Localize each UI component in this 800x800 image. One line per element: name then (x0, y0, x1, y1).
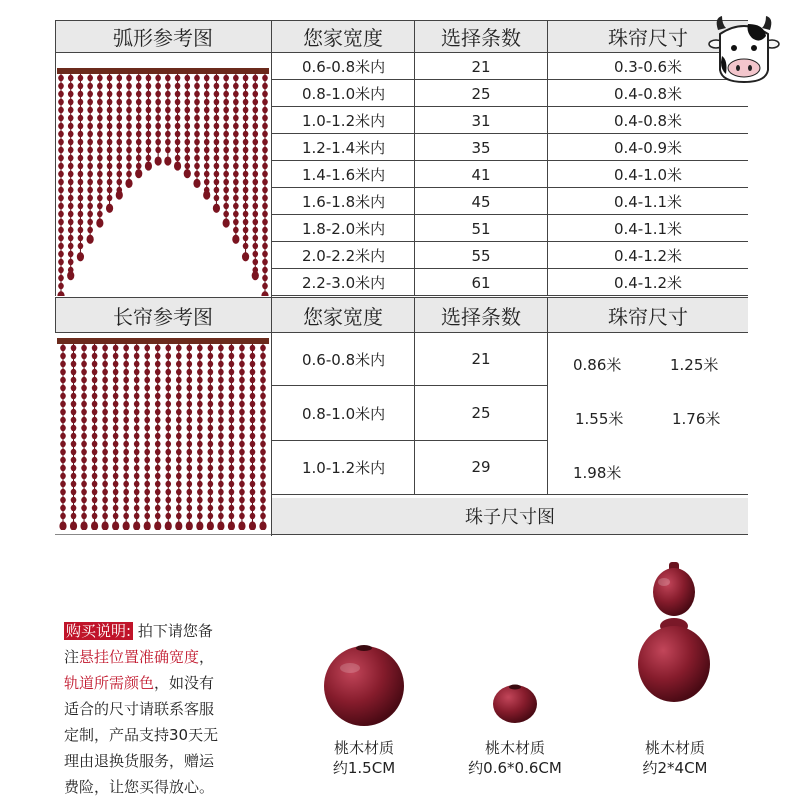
long-strand (217, 344, 224, 530)
arc-ref-label: 弧形参考图 (55, 20, 271, 52)
arc-strand (213, 74, 220, 213)
long-strand (144, 344, 151, 530)
arc-row-5-width: 1.4-1.6米内 (302, 166, 386, 184)
cow-mascot-icon (708, 14, 780, 86)
long-row-2-width: 0.8-1.0米内 (302, 404, 386, 423)
arc-header-count: 选择条数 (415, 20, 547, 52)
gourd-bead-icon (638, 562, 710, 702)
long-header-count: 选择条数 (415, 298, 547, 332)
arc-strand (193, 74, 200, 188)
long-size-4: 1.76米 (672, 410, 721, 428)
purchase-note-label: 购买说明: (66, 622, 132, 640)
long-row-1-count: 21 (471, 350, 491, 368)
long-strand (91, 344, 98, 530)
long-size-1: 0.86米 (573, 356, 622, 374)
arc-strand (184, 74, 191, 178)
long-strand (70, 344, 77, 530)
long-strand (154, 344, 161, 530)
long-size-5: 1.98米 (573, 464, 622, 482)
long-strand (228, 344, 235, 530)
arc-strand (125, 74, 132, 188)
arc-strand (203, 74, 210, 200)
arc-row-5-count: 41 (471, 165, 491, 184)
bead-3-caption: 桃木材质 约2*4CM (642, 739, 708, 777)
arc-header-size: 珠帘尺寸 (548, 20, 748, 52)
arc-row-7-size: 0.4-1.1米 (613, 220, 683, 238)
arc-strand (87, 74, 94, 244)
arc-strand (57, 74, 64, 296)
long-size-2: 1.25米 (670, 356, 719, 374)
arc-row-4-width: 1.2-1.4米内 (302, 139, 386, 157)
long-strand (238, 344, 245, 530)
arc-bead-strands (57, 74, 268, 296)
arc-row-2-count: 25 (471, 84, 491, 103)
round-bead-large-icon (324, 645, 404, 726)
arc-row-8-count: 55 (471, 246, 491, 265)
arc-row-5-size: 0.4-1.0米 (613, 166, 683, 184)
arc-row-1-width: 0.6-0.8米内 (302, 58, 386, 76)
arc-strand (232, 74, 239, 244)
bead-size-title: 珠子尺寸图 (272, 498, 748, 534)
long-size-3: 1.55米 (575, 410, 624, 428)
long-header-size: 珠帘尺寸 (548, 298, 748, 332)
long-row-3-count: 29 (471, 458, 491, 476)
purchase-note: 购买说明: 拍下请您备 注悬挂位置准确宽度， 轨道所需颜色，如没有 适合的尺寸请联系客服 定制，产品支持30天无 理由退换货服务，赠运 费险，让您买得放心。 (64, 622, 219, 796)
long-strand (207, 344, 214, 530)
long-row-2-count: 25 (471, 404, 491, 422)
arc-row-6-width: 1.6-1.8米内 (302, 193, 386, 211)
long-strand (249, 344, 256, 530)
arc-row-4-size: 0.4-0.9米 (613, 139, 683, 157)
long-strand (186, 344, 193, 530)
arc-row-2-width: 0.8-1.0米内 (302, 85, 386, 103)
arc-strand (174, 74, 181, 171)
arc-row-6-size: 0.4-1.1米 (613, 193, 683, 211)
arc-row-6-count: 45 (471, 192, 491, 211)
arc-row-4-count: 35 (471, 138, 491, 157)
long-curtain-illustration (55, 334, 271, 530)
arc-row-1-count: 21 (471, 57, 491, 76)
arc-strand (77, 74, 84, 261)
arc-strand (164, 74, 171, 166)
arc-strand (252, 74, 259, 280)
curtain-rod (57, 68, 269, 74)
long-header-width: 您家宽度 (272, 298, 414, 332)
long-strand (59, 344, 66, 530)
long-strand (133, 344, 140, 530)
arc-row-3-size: 0.4-0.8米 (613, 112, 683, 130)
arc-row-7-width: 1.8-2.0米内 (302, 220, 386, 238)
arc-strand (155, 74, 162, 166)
round-bead-small-icon (493, 685, 537, 724)
bead-2-caption: 桃木材质 约0.6*0.6CM (468, 739, 562, 777)
long-strand (123, 344, 130, 530)
arc-row-7-count: 51 (471, 219, 491, 238)
bead-1-caption: 桃木材质 约1.5CM (332, 739, 396, 777)
arc-row-8-width: 2.0-2.2米内 (302, 247, 386, 265)
long-strand (196, 344, 203, 530)
arc-row-2-size: 0.4-0.8米 (613, 85, 683, 103)
arc-row-8-size: 0.4-1.2米 (613, 247, 683, 265)
long-row-1-width: 0.6-0.8米内 (302, 350, 386, 369)
long-strand (175, 344, 182, 530)
long-strand (80, 344, 87, 530)
long-row-3-width: 1.0-1.2米内 (302, 458, 386, 477)
arc-row-9-size: 0.4-1.2米 (613, 274, 683, 292)
arc-row-9-count: 61 (471, 273, 491, 292)
arc-strand (116, 74, 123, 200)
arc-row-1-size: 0.3-0.6米 (613, 58, 683, 76)
bead-images (272, 540, 748, 740)
arc-row-3-count: 31 (471, 111, 491, 130)
arc-strand (96, 74, 103, 228)
arc-row-3-width: 1.0-1.2米内 (302, 112, 386, 130)
long-strand (165, 344, 172, 530)
arc-strand (261, 74, 268, 296)
arc-strand (135, 74, 142, 178)
arc-strand (242, 74, 249, 261)
curtain-rod (57, 338, 269, 344)
long-bead-strands (59, 344, 266, 530)
arc-row-9-width: 2.2-3.0米内 (302, 274, 386, 292)
arc-strand (106, 74, 113, 213)
arc-header-width: 您家宽度 (272, 20, 414, 52)
long-strand (112, 344, 119, 530)
long-strand (102, 344, 109, 530)
long-ref-label: 长帘参考图 (55, 298, 271, 332)
arc-strand (145, 74, 152, 171)
arc-curtain-illustration (55, 60, 271, 296)
long-strand (259, 344, 266, 530)
arc-strand (67, 74, 74, 280)
arc-strand (223, 74, 230, 228)
